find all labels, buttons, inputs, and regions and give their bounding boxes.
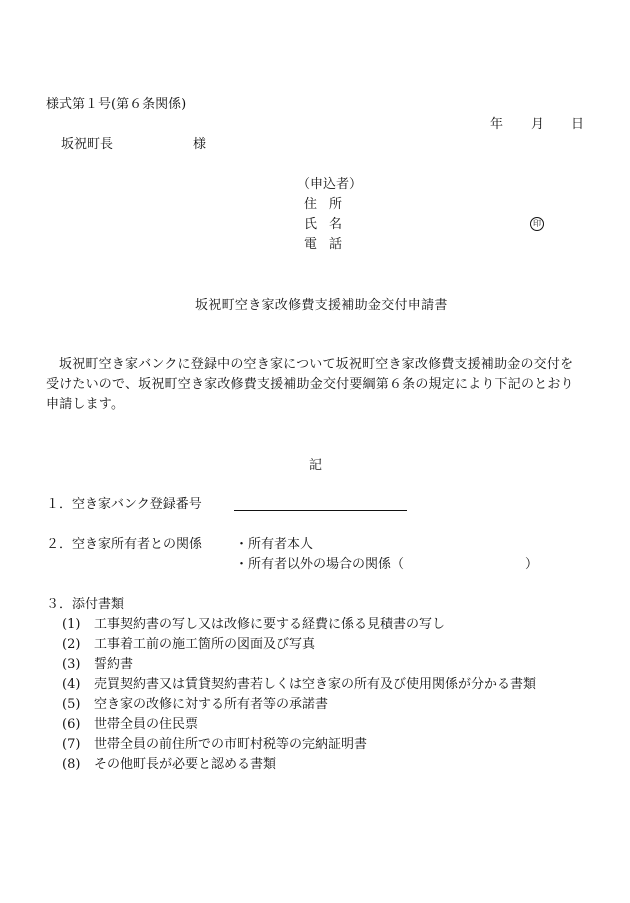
body-line-3: 申請します。: [46, 397, 125, 412]
body-line-1: 坂祝町空き家バンクに登録中の空き家について坂祝町空き家改修費支援補助金の交付を: [59, 357, 574, 372]
applicant-heading: （申込者）: [297, 177, 363, 192]
attachment-text: 空き家の改修に対する所有者等の承諾書: [94, 697, 329, 712]
item-3-label: ３．添付書類: [46, 597, 125, 612]
ki-heading: 記: [309, 458, 323, 473]
attachment-number: (8): [62, 757, 81, 772]
address-label: 住所: [304, 197, 355, 212]
body-paragraph: [46, 355, 586, 415]
attachment-text: 工事着工前の施工箇所の図面及び写真: [94, 637, 316, 652]
attachment-number: (3): [62, 657, 81, 672]
date-year-label: 年: [490, 117, 504, 132]
attachment-text: 売買契約書又は賃貸契約書若しくは空き家の所有及び使用関係が分かる書類: [94, 677, 537, 692]
relation-option-other: ・所有者以外の場合の関係（: [235, 557, 405, 572]
registration-number-blank-line: [234, 510, 407, 511]
name-label: 氏名: [304, 217, 355, 232]
date-month-label: 月: [531, 117, 545, 132]
phone-label: 電話: [304, 237, 355, 252]
attachment-number: (6): [62, 717, 81, 732]
honorific-sama: 様: [193, 137, 207, 152]
relation-paren-close: ）: [525, 557, 539, 572]
attachment-text: 世帯全員の住民票: [94, 717, 199, 732]
document-title: 坂祝町空き家改修費支援補助金交付申請書: [195, 298, 448, 313]
item-2-label: ２．空き家所有者との関係: [46, 537, 203, 552]
attachment-number: (4): [62, 677, 81, 692]
attachment-number: (7): [62, 737, 81, 752]
attachment-text: 世帯全員の前住所での市町村税等の完納証明書: [94, 737, 368, 752]
attachment-text: 工事契約書の写し又は改修に要する経費に係る見積書の写し: [94, 617, 446, 632]
relation-option-owner: ・所有者本人: [235, 537, 314, 552]
item-1-label: １．空き家バンク登録番号: [46, 497, 202, 512]
seal-mark-icon: 印: [530, 217, 544, 231]
body-line-2: 受けたいので、坂祝町空き家改修費支援補助金交付要綱第６条の規定により下記のとおり: [46, 377, 574, 392]
attachment-number: (1): [62, 617, 81, 632]
attachment-text: その他町長が必要と認める書類: [94, 757, 277, 772]
attachment-text: 誓約書: [94, 657, 134, 672]
addressee: 坂祝町長: [61, 137, 114, 152]
attachment-number: (5): [62, 697, 81, 712]
form-number: 様式第１号(第６条関係): [46, 97, 187, 112]
date-day-label: 日: [571, 117, 585, 132]
attachment-number: (2): [62, 637, 81, 652]
